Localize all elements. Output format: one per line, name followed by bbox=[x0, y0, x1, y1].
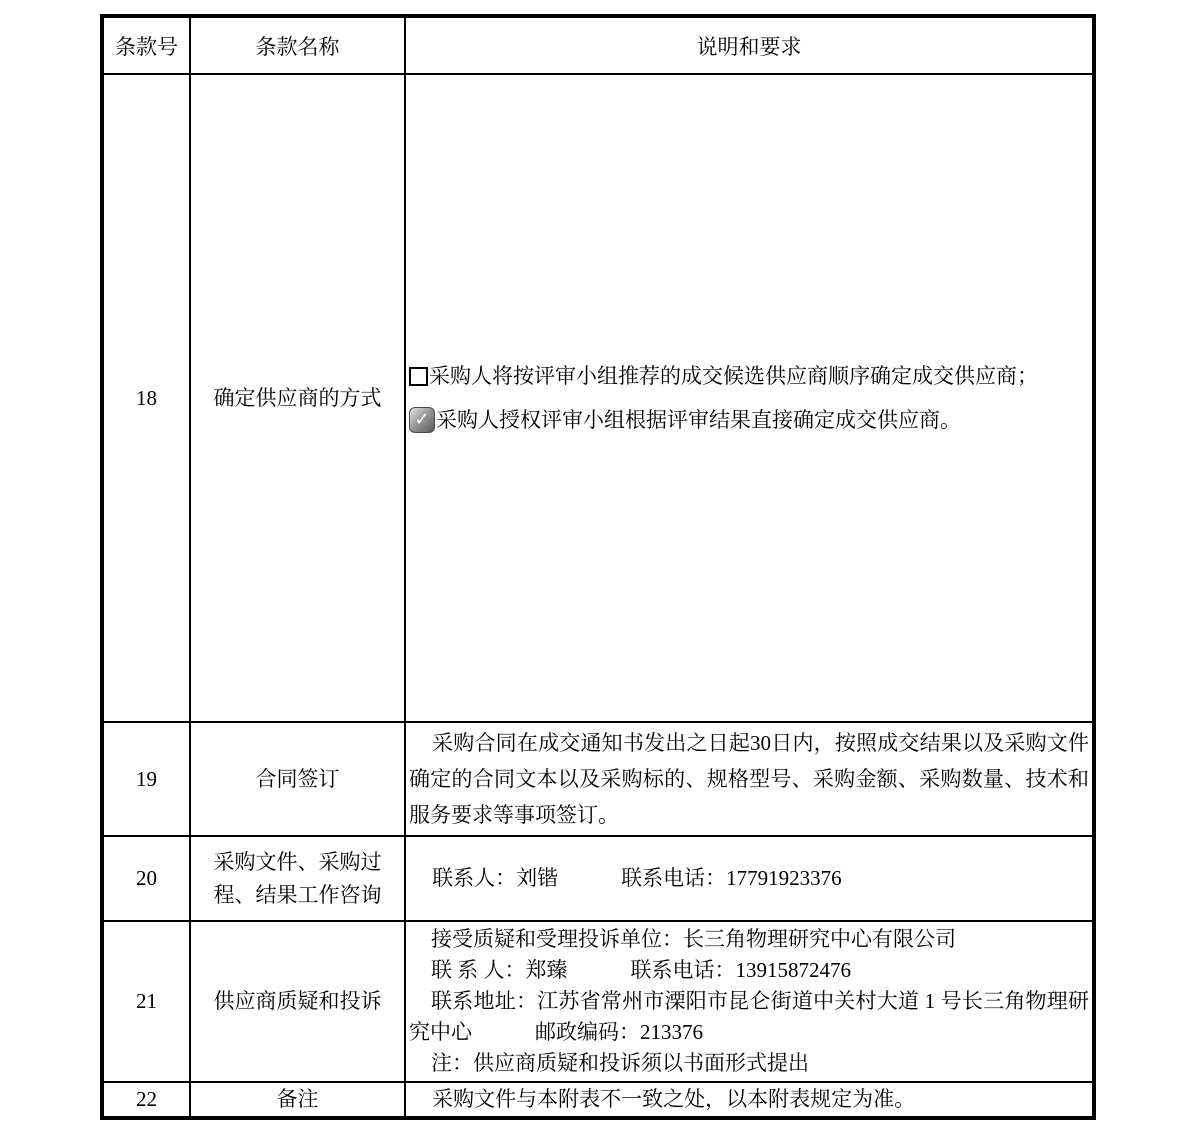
clause-name: 供应商质疑和投诉 bbox=[190, 921, 405, 1082]
header-clause-number: 条款号 bbox=[102, 16, 190, 74]
clause-description bbox=[405, 1082, 1094, 1118]
table-row-18 bbox=[102, 74, 1094, 722]
table-row-20 bbox=[102, 836, 1094, 921]
clause-name: 确定供应商的方式 bbox=[190, 74, 405, 722]
clause-number: 20 bbox=[102, 836, 190, 921]
complaint-contact-line: 联 系 人：郑臻 联系电话：13915872476 bbox=[431, 958, 852, 982]
complaint-unit-line: 接受质疑和受理投诉单位：长三角物理研究中心有限公司 bbox=[431, 927, 957, 951]
table-row-19 bbox=[102, 722, 1094, 836]
clause-description bbox=[405, 921, 1094, 1082]
option-text: 采购人将按评审小组推荐的成交候选供应商顺序确定成交供应商； bbox=[429, 364, 1038, 388]
consultation-contact-text: 联系人：刘锴 联系电话：17791923376 bbox=[432, 865, 842, 890]
option-line-checked bbox=[409, 405, 1089, 435]
header-clause-name: 条款名称 bbox=[190, 16, 405, 74]
clause-number: 18 bbox=[102, 74, 190, 722]
option-text: 采购人授权评审小组根据评审结果直接确定成交供应商。 bbox=[436, 408, 961, 432]
contract-signing-text: 采购合同在成交通知书发出之日起30日内，按照成交结果以及采购文件确定的合同文本以及采购标的、规格型号、采购金额、采购数量、技术和服务要求等事项签订。 bbox=[409, 731, 1089, 827]
clause-number: 19 bbox=[102, 722, 190, 836]
table-row-21 bbox=[102, 921, 1094, 1082]
clause-number: 21 bbox=[102, 921, 190, 1082]
clause-name: 采购文件、采购过程、结果工作咨询 bbox=[190, 836, 405, 921]
clause-description bbox=[405, 722, 1094, 836]
complaint-address-line: 联系地址：江苏省常州市溧阳市昆仑街道中关村大道 1 号长三角物理研究中心 邮政编码：213376 bbox=[409, 989, 1089, 1044]
clause-name: 合同签订 bbox=[190, 722, 405, 836]
terms-table bbox=[100, 14, 1096, 1120]
table-row-22 bbox=[102, 1082, 1094, 1118]
remarks-text: 采购文件与本附表不一致之处，以本附表规定为准。 bbox=[432, 1086, 916, 1111]
option-line-unchecked bbox=[409, 361, 1089, 391]
clause-name: 备注 bbox=[190, 1082, 405, 1118]
header-description: 说明和要求 bbox=[405, 16, 1094, 74]
checkbox-unchecked-icon bbox=[409, 367, 428, 386]
checkbox-checked-icon: ✓ bbox=[409, 407, 435, 433]
clause-number: 22 bbox=[102, 1082, 190, 1118]
clause-description bbox=[405, 836, 1094, 921]
complaint-note-line: 注：供应商质疑和投诉须以书面形式提出 bbox=[431, 1051, 810, 1075]
header-row bbox=[102, 16, 1094, 74]
clause-description bbox=[405, 74, 1094, 722]
